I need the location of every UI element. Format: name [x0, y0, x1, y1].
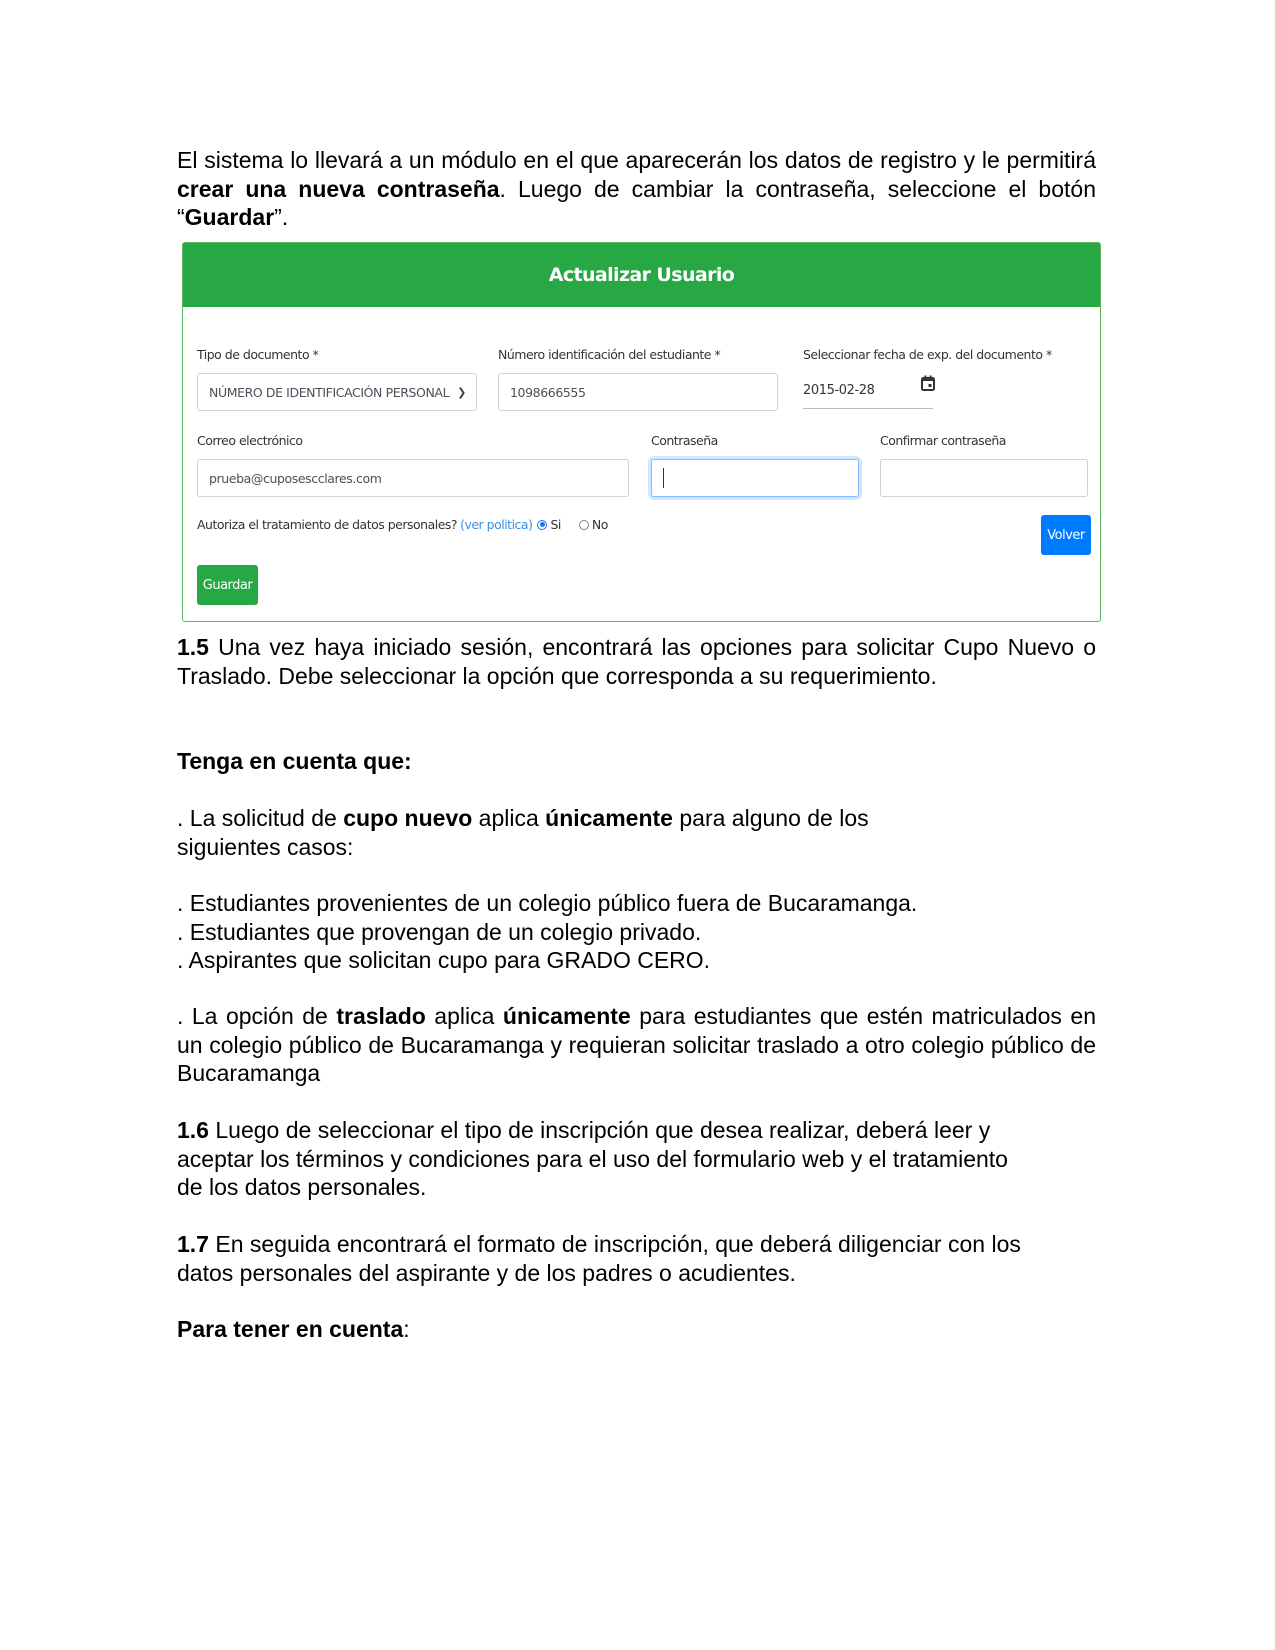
contrasena-input[interactable] — [651, 459, 859, 497]
radio-si[interactable] — [537, 520, 547, 530]
radio-no-label: No — [591, 517, 608, 532]
calendar-icon[interactable] — [921, 375, 935, 391]
correo-input[interactable]: prueba@cuposescclares.com — [197, 459, 629, 497]
para-tener-en-cuenta: Para tener en cuenta: — [177, 1316, 410, 1342]
numero-id-label: Número identificación del estudiante * — [498, 347, 721, 362]
bold-crear-contrasena: crear una nueva contraseña — [177, 175, 500, 202]
list-item: . Aspirantes que solicitan cupo para GRADO CERO. — [177, 947, 711, 973]
section-1-5: 1.5 Una vez haya iniciado sesión, encontrará las opciones para solicitar Cupo Nuevo o Traslado. Debe seleccionar la opción que corresponda a su requerimiento. — [177, 634, 1096, 689]
intro-paragraph: El sistema lo llevará a un módulo en el que aparecerán los datos de registro y le permitirá crear una nueva contraseña. Luego de cambiar la contraseña, seleccione el botón “Guardar”. — [177, 147, 1096, 230]
autoriza-row — [197, 517, 608, 532]
tenga-en-cuenta-heading: Tenga en cuenta que: — [177, 748, 412, 774]
guardar-button[interactable]: Guardar — [197, 565, 258, 605]
ver-politica-link[interactable]: (ver politica) — [460, 517, 533, 532]
correo-label: Correo electrónico — [197, 433, 303, 448]
tipo-documento-label: Tipo de documento * — [197, 347, 319, 362]
list-item: . Estudiantes provenientes de un colegio público fuera de Bucaramanga. — [177, 890, 918, 916]
autoriza-text: Autoriza el tratamiento de datos personales? — [197, 517, 458, 532]
section-1-7: 1.7 En seguida encontrará el formato de inscripción, que deberá diligenciar con los datos personales del aspirante y de los padres o acudientes. — [177, 1231, 1021, 1286]
numero-id-input[interactable]: 1098666555 — [498, 373, 778, 411]
chevron-down-icon: ❯ — [457, 386, 466, 399]
radio-si-label: Si — [550, 517, 561, 532]
tipo-documento-select[interactable]: NÚMERO DE IDENTIFICACIÓN PERSONAL ❯ — [197, 373, 477, 411]
section-number: 1.5 — [177, 634, 209, 660]
radio-no[interactable] — [579, 520, 589, 530]
list-item: . Estudiantes que provengan de un colegio privado. — [177, 918, 702, 945]
confirmar-label: Confirmar contraseña — [880, 433, 1006, 448]
bold-guardar: Guardar — [184, 204, 275, 230]
confirmar-input[interactable] — [880, 459, 1088, 497]
actualizar-usuario-form — [182, 242, 1101, 622]
traslado-paragraph: . La opción de traslado aplica únicamente para estudiantes que estén matriculados en un colegio público de Bucaramanga y requieran solicitar traslado a otro colegio público de Bucaramanga — [177, 1003, 1096, 1086]
casos-list — [177, 889, 917, 975]
contrasena-label: Contraseña — [651, 433, 718, 448]
volver-button[interactable]: Volver — [1041, 515, 1091, 555]
text-cursor — [663, 468, 664, 488]
form-title: Actualizar Usuario — [548, 264, 735, 286]
section-number: 1.7 — [177, 1231, 209, 1257]
form-header — [183, 243, 1100, 307]
cupo-nuevo-paragraph: . La solicitud de cupo nuevo aplica únicamente para alguno de los siguientes casos: — [177, 805, 869, 860]
fecha-label: Seleccionar fecha de exp. del documento * — [803, 347, 1052, 362]
fecha-input[interactable]: 2015-02-28 — [803, 373, 933, 409]
section-1-6: 1.6 Luego de seleccionar el tipo de inscripción que desea realizar, deberá leer y aceptar los términos y condiciones para el uso del formulario web y el tratamiento de los datos personales. — [177, 1117, 1008, 1200]
section-number: 1.6 — [177, 1117, 209, 1143]
